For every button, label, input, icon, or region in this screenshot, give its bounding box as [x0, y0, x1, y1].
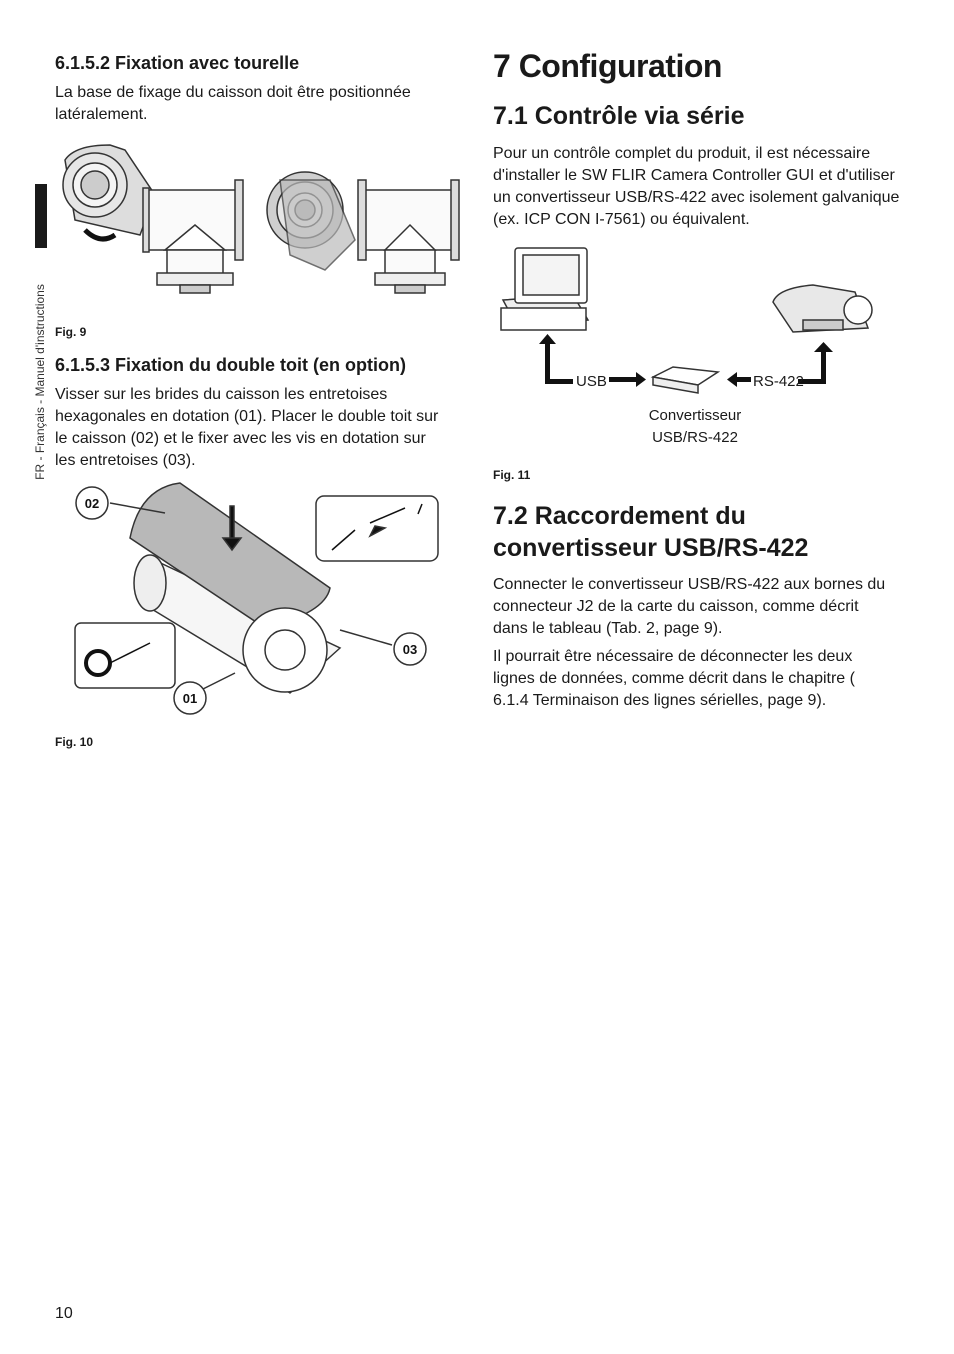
section-text-6152: La base de fixage du caisson doit être positionnée latéralement.: [55, 84, 411, 123]
section-text-72-p2: Il pourrait être nécessaire de déconnecter les deux lignes de données, comme décrit dans le chapitre ( 6.1.4 Terminaison des lignes sérielles, page 9).: [493, 648, 855, 709]
fig11-rs422-label: RS-422: [753, 373, 804, 390]
fig11-diagram: [493, 240, 888, 450]
section-heading-71: 7.1 Contrôle via série: [493, 102, 745, 130]
fig10-caption: Fig. 10: [55, 735, 94, 749]
fig9-caption: Fig. 9: [55, 325, 87, 339]
section-text-72-p1: Connecter le convertisseur USB/RS-422 aux bornes du connecteur J2 de la carte du caisson, comme décrit dans le tableau (Tab. 2, page 9).: [493, 576, 886, 637]
fig11-usb-label: USB: [576, 373, 607, 390]
fig10-label-02: 02: [84, 496, 100, 511]
section-heading-6153: 6.1.5.3 Fixation du double toit (en option): [55, 355, 406, 375]
section-heading-6152: 6.1.5.2 Fixation avec tourelle: [55, 53, 300, 73]
fig10-label-01: 01: [182, 691, 198, 706]
fig11-caption: Fig. 11: [493, 468, 531, 482]
chapter-tab-marker: [35, 184, 47, 248]
fig11-converter-line2: USB/RS-422: [652, 429, 738, 446]
section-heading-72-line1: 7.2 Raccordement du: [493, 502, 746, 530]
fig11-converter-line1: Convertisseur: [648, 407, 742, 424]
section-text-6153: Visser sur les brides du caisson les entretoises hexagonales en dotation (01). Placer le double toit sur le caisson (02) et le fixer avec les vis en dotation sur les entretoises (03).: [55, 386, 439, 469]
fig10-label-03: 03: [402, 642, 418, 657]
fig9-illustration: [55, 140, 465, 310]
sidebar-label: FR - Français - Manuel d'instructions: [33, 284, 47, 480]
fig10-illustration: [70, 478, 445, 723]
section-text-71: Pour un contrôle complet du produit, il est nécessaire d'installer le SW FLIR Camera Controller GUI et d'utiliser un convertisseur USB/RS-422 avec isolement galvanique (ex. ICP CON I-7561) ou équivalent.: [493, 145, 900, 228]
page-number: 10: [55, 1305, 73, 1322]
chapter-title: 7 Configuration: [493, 48, 722, 84]
section-heading-72-line2: convertisseur USB/RS-422: [493, 534, 809, 562]
